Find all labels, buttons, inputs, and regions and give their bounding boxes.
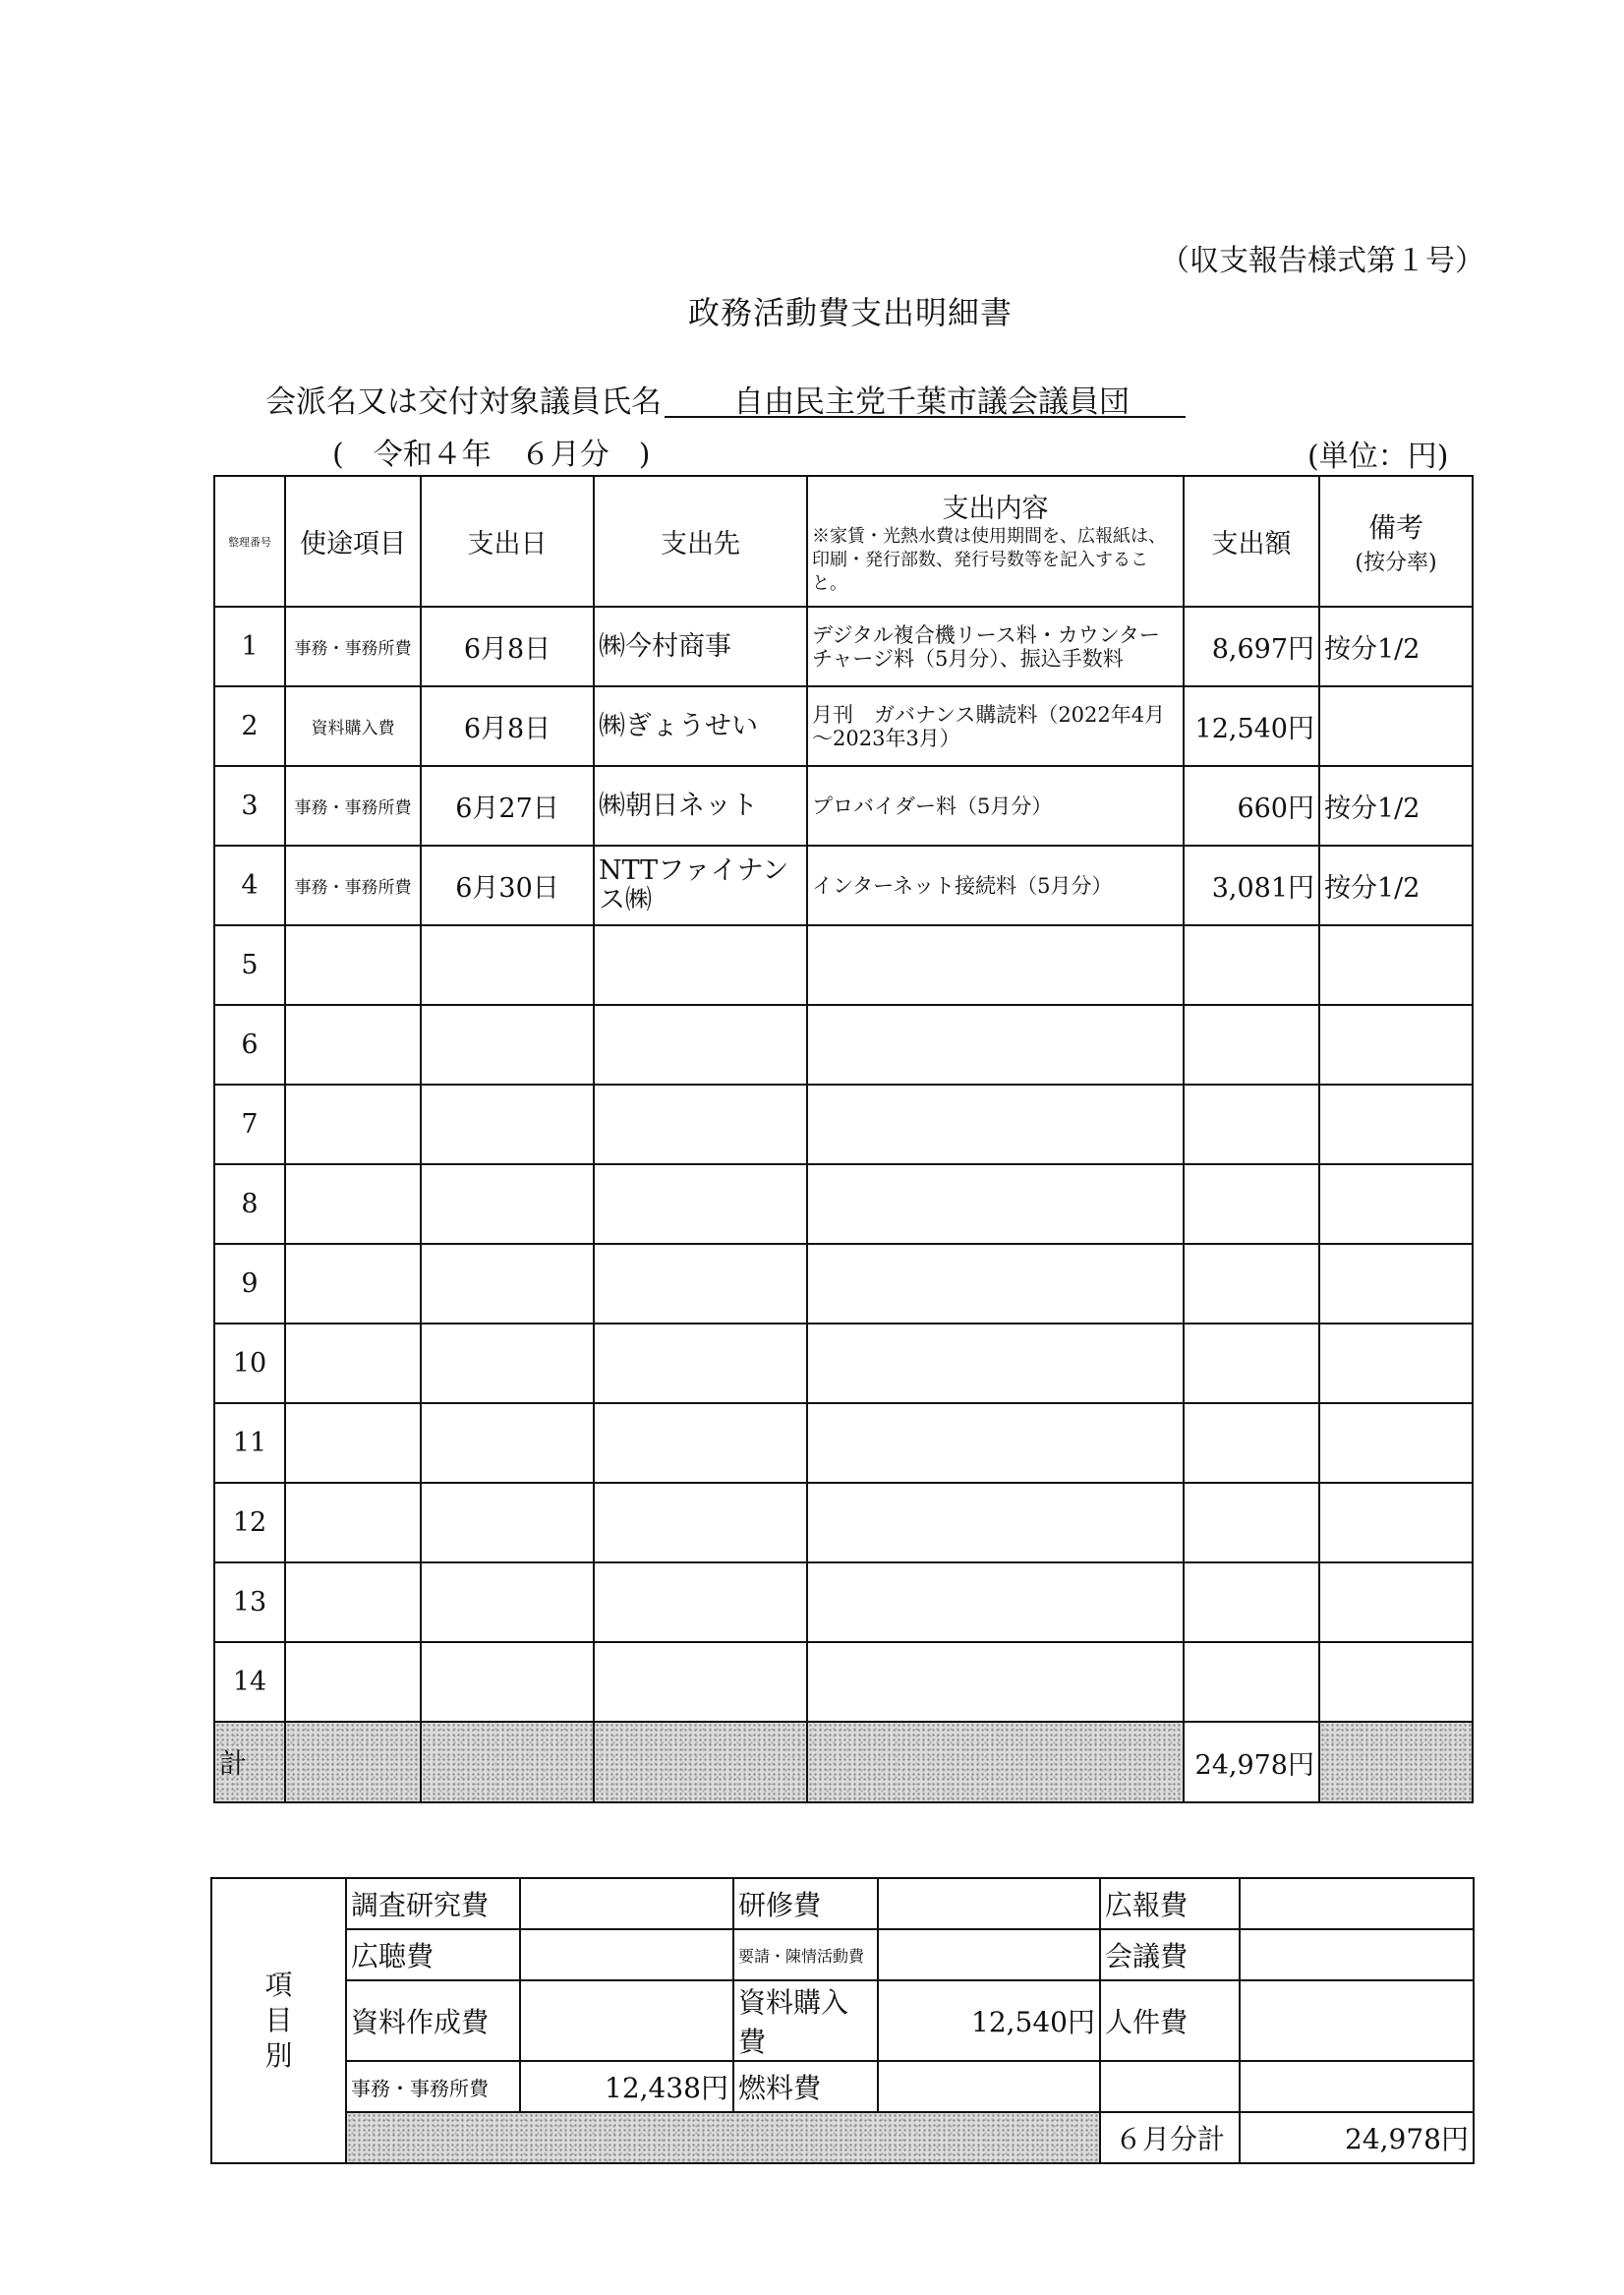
document-title: 政務活動費支出明細書 [687, 294, 1013, 331]
row-content [807, 1483, 1184, 1562]
row-payee [594, 1642, 807, 1722]
row-amount [1184, 1244, 1319, 1324]
row-no: 3 [214, 766, 285, 846]
row-remarks [1319, 1642, 1473, 1722]
total-blank-cell [421, 1722, 594, 1802]
row-category: 事務・事務所費 [285, 846, 421, 925]
row-date [421, 1562, 594, 1642]
row-payee: ㈱今村商事 [594, 607, 807, 686]
header-amount: 支出額 [1184, 476, 1319, 607]
table-row [214, 766, 1473, 846]
row-category [285, 1324, 421, 1403]
reporting-period: ( 令和４年 ６月分 ) [332, 438, 651, 472]
row-content [807, 1642, 1184, 1722]
row-category [285, 1483, 421, 1562]
row-remarks [1319, 686, 1473, 766]
summary-category-amount [1240, 1980, 1474, 2061]
row-no: 12 [214, 1483, 285, 1562]
row-category [285, 1244, 421, 1324]
summary-category-amount [878, 1929, 1100, 1980]
row-remarks [1319, 1164, 1473, 1244]
row-amount [1184, 1005, 1319, 1085]
summary-category-label: 資料作成費 [346, 1980, 520, 2061]
row-no: 5 [214, 925, 285, 1005]
summary-side-char: 項 [264, 1969, 293, 2001]
month-total-amount: 24,978円 [1240, 2112, 1474, 2163]
row-content [807, 1562, 1184, 1642]
row-amount [1184, 925, 1319, 1005]
total-amount: 24,978円 [1184, 1722, 1319, 1802]
summary-category-label: 人件費 [1100, 1980, 1240, 2061]
row-payee: ㈱朝日ネット [594, 766, 807, 846]
row-amount: 660円 [1184, 766, 1319, 846]
summary-category-amount [878, 1878, 1100, 1929]
row-remarks [1319, 1244, 1473, 1324]
row-remarks [1319, 1324, 1473, 1403]
row-category: 資料購入費 [285, 686, 421, 766]
row-remarks: 按分1/2 [1319, 766, 1473, 846]
row-date [421, 1642, 594, 1722]
table-row [214, 1562, 1473, 1642]
header-no: 整理番号 [214, 476, 285, 607]
header-payee: 支出先 [594, 476, 807, 607]
row-amount [1184, 1085, 1319, 1164]
row-payee [594, 1164, 807, 1244]
row-category [285, 925, 421, 1005]
summary-category-label: 調査研究費 [346, 1878, 520, 1929]
table-row [214, 1403, 1473, 1483]
summary-category-label: 広報費 [1100, 1878, 1240, 1929]
summary-category-amount: 12,438円 [520, 2061, 733, 2112]
summary-category-label: 資料購入費 [733, 1980, 878, 2061]
table-row [214, 1085, 1473, 1164]
summary-side-char: 目 [264, 2004, 293, 2036]
row-date: 6月27日 [421, 766, 594, 846]
row-remarks [1319, 1085, 1473, 1164]
row-content [807, 1005, 1184, 1085]
header-remarks-sub: (按分率) [1355, 551, 1437, 575]
summary-row [211, 1929, 1474, 1980]
row-date: 6月8日 [421, 686, 594, 766]
row-payee [594, 1005, 807, 1085]
row-no: 7 [214, 1085, 285, 1164]
form-number: （収支報告様式第１号） [1160, 244, 1484, 278]
row-category [285, 1403, 421, 1483]
summary-category-label: 要請・陳情活動費 [733, 1929, 878, 1980]
row-no: 8 [214, 1164, 285, 1244]
row-content [807, 1164, 1184, 1244]
row-category [285, 1164, 421, 1244]
summary-category-amount [520, 1980, 733, 2061]
row-content [807, 925, 1184, 1005]
table-row [214, 925, 1473, 1005]
summary-total-row [211, 2112, 1474, 2163]
row-no: 13 [214, 1562, 285, 1642]
row-category [285, 1562, 421, 1642]
summary-category-amount [1240, 1878, 1474, 1929]
faction-name-label: 会派名又は交付対象議員氏名 [265, 384, 662, 420]
row-amount [1184, 1562, 1319, 1642]
row-category: 事務・事務所費 [285, 766, 421, 846]
summary-row [211, 1878, 1474, 1929]
row-no: 4 [214, 846, 285, 925]
row-category: 事務・事務所費 [285, 607, 421, 686]
row-remarks [1319, 1005, 1473, 1085]
row-payee [594, 1324, 807, 1403]
row-no: 9 [214, 1244, 285, 1324]
header-remarks-title: 備考 [1367, 511, 1423, 544]
row-date [421, 1164, 594, 1244]
row-no: 10 [214, 1324, 285, 1403]
summary-side-char: 別 [264, 2039, 293, 2072]
row-content: インターネット接続料（5月分） [807, 846, 1184, 925]
row-amount [1184, 1164, 1319, 1244]
row-date: 6月30日 [421, 846, 594, 925]
summary-row [211, 1980, 1474, 2061]
row-content [807, 1403, 1184, 1483]
table-row [214, 1005, 1473, 1085]
row-category [285, 1085, 421, 1164]
row-payee: NTTファイナンス㈱ [594, 846, 807, 925]
table-row [214, 607, 1473, 686]
row-date [421, 1403, 594, 1483]
summary-category-label [1100, 2061, 1240, 2112]
summary-shaded-area [346, 2112, 1100, 2163]
summary-category-amount [1240, 2061, 1474, 2112]
summary-category-amount: 12,540円 [878, 1980, 1100, 2061]
header-content [807, 476, 1184, 607]
row-content: プロバイダー料（5月分） [807, 766, 1184, 846]
row-date [421, 925, 594, 1005]
summary-category-label: 広聴費 [346, 1929, 520, 1980]
faction-name-value: 自由民主党千葉市議会議員団 [665, 377, 1186, 418]
summary-row [211, 2061, 1474, 2112]
row-date: 6月8日 [421, 607, 594, 686]
row-date [421, 1324, 594, 1403]
row-date [421, 1085, 594, 1164]
total-blank-cell [807, 1722, 1184, 1802]
detail-header-row [214, 476, 1473, 607]
header-content-title: 支出内容 [942, 494, 1049, 524]
total-blank-cell [1319, 1722, 1473, 1802]
row-content [807, 1085, 1184, 1164]
summary-category-label: 事務・事務所費 [346, 2061, 520, 2112]
table-row [214, 846, 1473, 925]
row-amount: 12,540円 [1184, 686, 1319, 766]
row-payee [594, 1403, 807, 1483]
row-content: 月刊 ガバナンス購読料（2022年4月～2023年3月） [807, 686, 1184, 766]
expenditure-detail-table [213, 475, 1474, 1803]
table-row [214, 686, 1473, 766]
total-label: 計 [214, 1722, 285, 1802]
row-payee [594, 1562, 807, 1642]
header-remarks [1319, 476, 1473, 607]
row-amount [1184, 1403, 1319, 1483]
row-content: デジタル複合機リース料・カウンターチャージ料（5月分）、振込手数料 [807, 607, 1184, 686]
row-date [421, 1244, 594, 1324]
header-category: 使途項目 [285, 476, 421, 607]
row-remarks: 按分1/2 [1319, 846, 1473, 925]
row-amount [1184, 1483, 1319, 1562]
row-no: 6 [214, 1005, 285, 1085]
row-category [285, 1642, 421, 1722]
summary-category-label: 研修費 [733, 1878, 878, 1929]
table-row [214, 1164, 1473, 1244]
table-row [214, 1244, 1473, 1324]
summary-category-amount [878, 2061, 1100, 2112]
summary-category-amount [520, 1878, 733, 1929]
summary-category-label: 会議費 [1100, 1929, 1240, 1980]
row-remarks [1319, 925, 1473, 1005]
summary-category-amount [520, 1929, 733, 1980]
row-remarks [1319, 1562, 1473, 1642]
row-no: 14 [214, 1642, 285, 1722]
detail-total-row [214, 1722, 1473, 1802]
row-no: 11 [214, 1403, 285, 1483]
row-remarks [1319, 1403, 1473, 1483]
row-payee [594, 925, 807, 1005]
total-blank-cell [594, 1722, 807, 1802]
row-amount [1184, 1642, 1319, 1722]
table-row [214, 1642, 1473, 1722]
row-date [421, 1483, 594, 1562]
row-payee: ㈱ぎょうせい [594, 686, 807, 766]
row-content [807, 1324, 1184, 1403]
summary-side-label [211, 1878, 346, 2163]
header-content-note: ※家賃・光熱水費は使用期間を、広報紙は、印刷・発行部数、発行号数等を記入すること。 [812, 526, 1166, 594]
row-no: 2 [214, 686, 285, 766]
row-remarks: 按分1/2 [1319, 607, 1473, 686]
row-amount: 3,081円 [1184, 846, 1319, 925]
summary-category-label: 燃料費 [733, 2061, 878, 2112]
table-row [214, 1324, 1473, 1403]
row-no: 1 [214, 607, 285, 686]
category-summary-table [210, 1877, 1475, 2164]
row-amount [1184, 1324, 1319, 1403]
row-payee [594, 1483, 807, 1562]
row-payee [594, 1085, 807, 1164]
total-blank-cell [285, 1722, 421, 1802]
row-remarks [1319, 1483, 1473, 1562]
row-date [421, 1005, 594, 1085]
header-date: 支出日 [421, 476, 594, 607]
table-row [214, 1483, 1473, 1562]
row-amount: 8,697円 [1184, 607, 1319, 686]
row-category [285, 1005, 421, 1085]
row-content [807, 1244, 1184, 1324]
summary-category-amount [1240, 1929, 1474, 1980]
month-total-label: ６月分計 [1100, 2112, 1240, 2163]
row-payee [594, 1244, 807, 1324]
unit-label: (単位：円) [1307, 440, 1449, 474]
